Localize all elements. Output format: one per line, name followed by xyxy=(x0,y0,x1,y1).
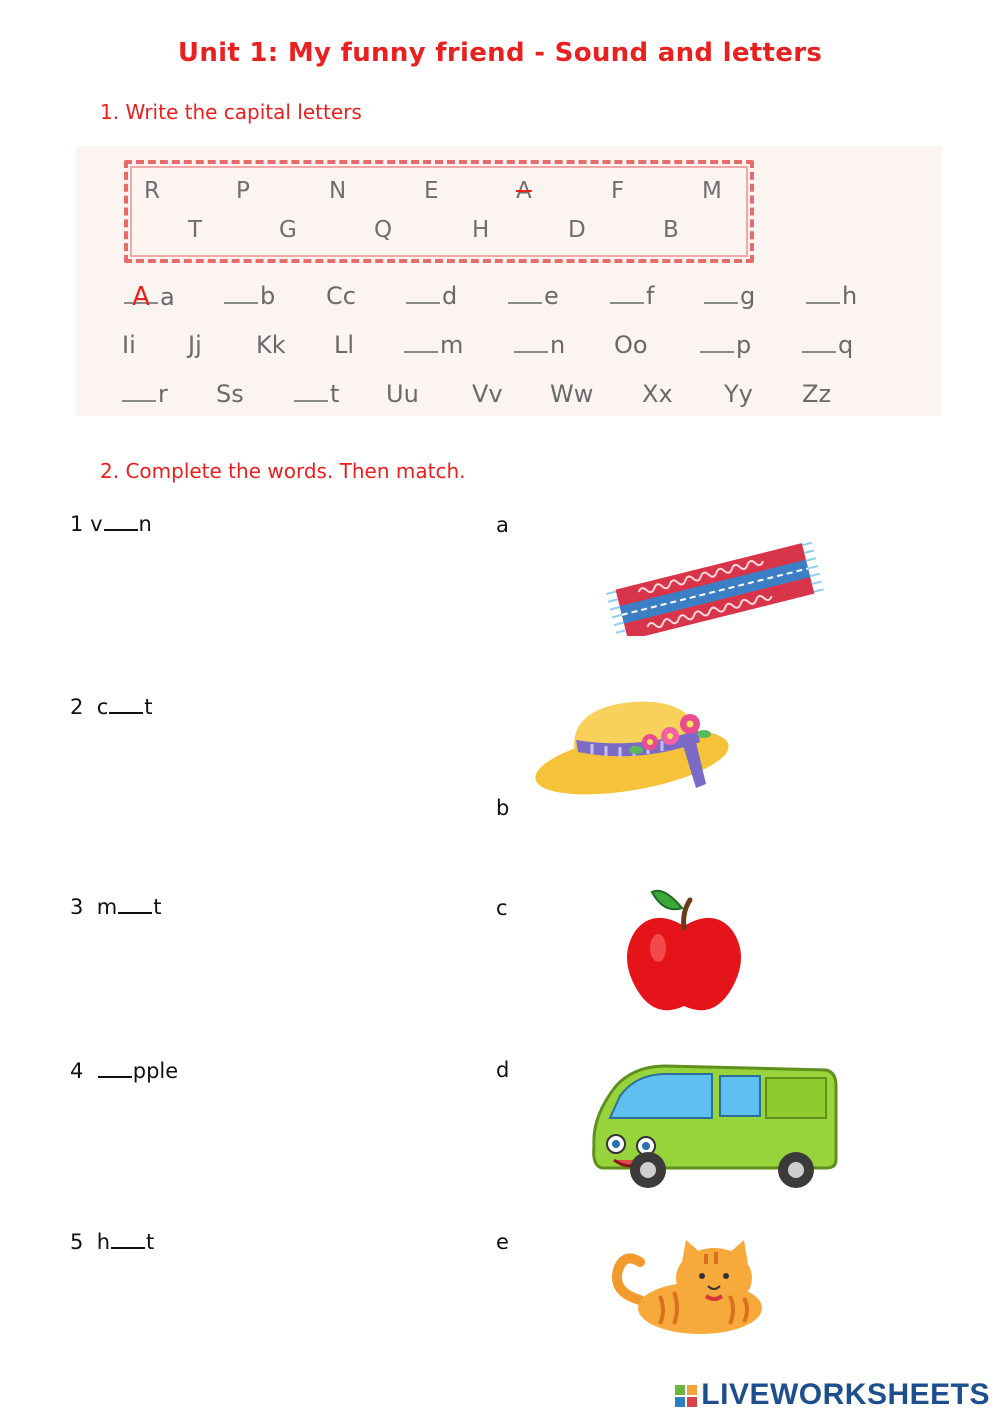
liveworksheets-logo xyxy=(675,1378,990,1412)
small-letter: n xyxy=(550,331,566,359)
letter-pair-r[interactable] xyxy=(122,380,168,408)
answer-blank[interactable] xyxy=(704,282,738,304)
answer-blank[interactable] xyxy=(514,331,548,353)
letter-pair-i: Ii xyxy=(122,331,136,359)
small-letter: d xyxy=(442,282,458,310)
option-label-b[interactable]: b xyxy=(496,796,510,820)
answer-blank[interactable] xyxy=(104,511,138,531)
letter-pair-w: Ww xyxy=(550,380,594,408)
word-start: m xyxy=(96,895,118,919)
letter-pair-q[interactable] xyxy=(802,331,853,359)
answer-blank[interactable] xyxy=(806,282,840,304)
letter-pair-g[interactable] xyxy=(704,282,755,310)
word-start: v xyxy=(90,512,103,536)
box-letter: H xyxy=(472,217,490,243)
box-letter: F xyxy=(611,178,625,204)
letter-pair-s: Ss xyxy=(216,380,244,408)
letter-pair-a[interactable] xyxy=(124,282,175,311)
letter-pair-e[interactable] xyxy=(508,282,559,310)
small-letter: f xyxy=(646,282,655,310)
letter-pair-x: Xx xyxy=(642,380,673,408)
answer-blank[interactable] xyxy=(802,331,836,353)
small-letter: p xyxy=(736,331,752,359)
question-3 xyxy=(70,894,161,919)
question-number: 2 xyxy=(70,695,84,719)
box-letter: N xyxy=(329,178,347,204)
option-label-e[interactable]: e xyxy=(496,1230,509,1254)
letter-pair-p[interactable] xyxy=(700,331,751,359)
word-end: n xyxy=(138,512,152,536)
letter-pair-m[interactable] xyxy=(404,331,463,359)
box-letter: R xyxy=(144,178,160,204)
liveworksheets-mark-icon xyxy=(675,1385,697,1407)
letter-pair-f[interactable] xyxy=(610,282,654,310)
letter-pair-n[interactable] xyxy=(514,331,565,359)
small-letter: q xyxy=(838,331,854,359)
box-letter: P xyxy=(236,178,250,204)
letter-pair-z: Zz xyxy=(802,380,832,408)
letter-pair-v: Vv xyxy=(472,380,503,408)
option-label-a[interactable]: a xyxy=(496,513,509,537)
letter-pair-l: Ll xyxy=(334,331,355,359)
small-letter: h xyxy=(842,282,858,310)
box-letter: T xyxy=(188,217,203,243)
box-letter-crossed: A xyxy=(516,178,532,204)
word-end: pple xyxy=(132,1059,179,1083)
box-letter: G xyxy=(279,217,297,243)
answer-blank[interactable] xyxy=(98,1058,132,1078)
box-letter: E xyxy=(424,178,439,204)
letter-pair-c: Cc xyxy=(326,282,356,310)
question-number: 1 xyxy=(70,512,84,536)
question-4 xyxy=(70,1058,178,1083)
letter-pair-d[interactable] xyxy=(406,282,457,310)
letter-pair-b[interactable] xyxy=(224,282,275,310)
brand-name: LIVEWORKSHEETS xyxy=(701,1378,990,1411)
word-end: t xyxy=(153,895,162,919)
option-label-c[interactable]: c xyxy=(496,896,508,920)
cat-icon[interactable] xyxy=(610,1240,776,1336)
box-letter: M xyxy=(702,178,722,204)
letter-pair-t[interactable] xyxy=(294,380,339,408)
answer-blank-filled[interactable]: A xyxy=(124,282,158,304)
page-title: Unit 1: My funny friend - Sound and letters xyxy=(177,38,823,68)
letter-pair-h[interactable] xyxy=(806,282,857,310)
question-number: 3 xyxy=(70,895,84,919)
letter-pair-k: Kk xyxy=(256,331,286,359)
box-letter: D xyxy=(568,217,586,243)
answer-blank[interactable] xyxy=(111,1229,145,1249)
small-letter: m xyxy=(440,331,464,359)
word-start: h xyxy=(96,1230,111,1254)
box-letter: Q xyxy=(374,217,393,243)
small-letter: b xyxy=(260,282,276,310)
small-letter: g xyxy=(740,282,756,310)
word-end: t xyxy=(146,1230,155,1254)
word-end: t xyxy=(144,695,153,719)
question-number: 4 xyxy=(70,1059,84,1083)
answer-blank[interactable] xyxy=(610,282,644,304)
letter-pair-u: Uu xyxy=(386,380,419,408)
answer-blank[interactable] xyxy=(122,380,156,402)
hat-icon[interactable] xyxy=(532,690,738,800)
small-letter: t xyxy=(330,380,340,408)
answer-blank[interactable] xyxy=(700,331,734,353)
letter-box xyxy=(124,160,754,263)
exercise-1-heading: 1. Write the capital letters xyxy=(100,100,362,124)
answer-blank[interactable] xyxy=(508,282,542,304)
answer-blank[interactable] xyxy=(294,380,328,402)
answer-blank[interactable] xyxy=(118,894,152,914)
small-letter: e xyxy=(544,282,559,310)
option-label-d[interactable]: d xyxy=(496,1058,510,1082)
van-icon[interactable] xyxy=(586,1056,838,1190)
exercise-2-heading: 2. Complete the words. Then match. xyxy=(100,459,466,483)
answer-blank[interactable] xyxy=(404,331,438,353)
letter-pair-j: Jj xyxy=(188,331,202,359)
mat-icon[interactable] xyxy=(600,540,826,636)
question-number: 5 xyxy=(70,1230,84,1254)
answer-blank[interactable] xyxy=(224,282,258,304)
small-letter: a xyxy=(160,283,175,311)
question-2 xyxy=(70,694,153,719)
answer-blank[interactable] xyxy=(109,694,143,714)
box-letter: B xyxy=(663,217,679,243)
letter-pair-o: Oo xyxy=(614,331,648,359)
question-5 xyxy=(70,1229,154,1254)
apple-icon[interactable] xyxy=(624,886,746,1020)
letter-pair-y: Yy xyxy=(724,380,753,408)
small-letter: r xyxy=(158,380,168,408)
question-1 xyxy=(70,511,152,536)
answer-blank[interactable] xyxy=(406,282,440,304)
word-start: c xyxy=(96,695,109,719)
